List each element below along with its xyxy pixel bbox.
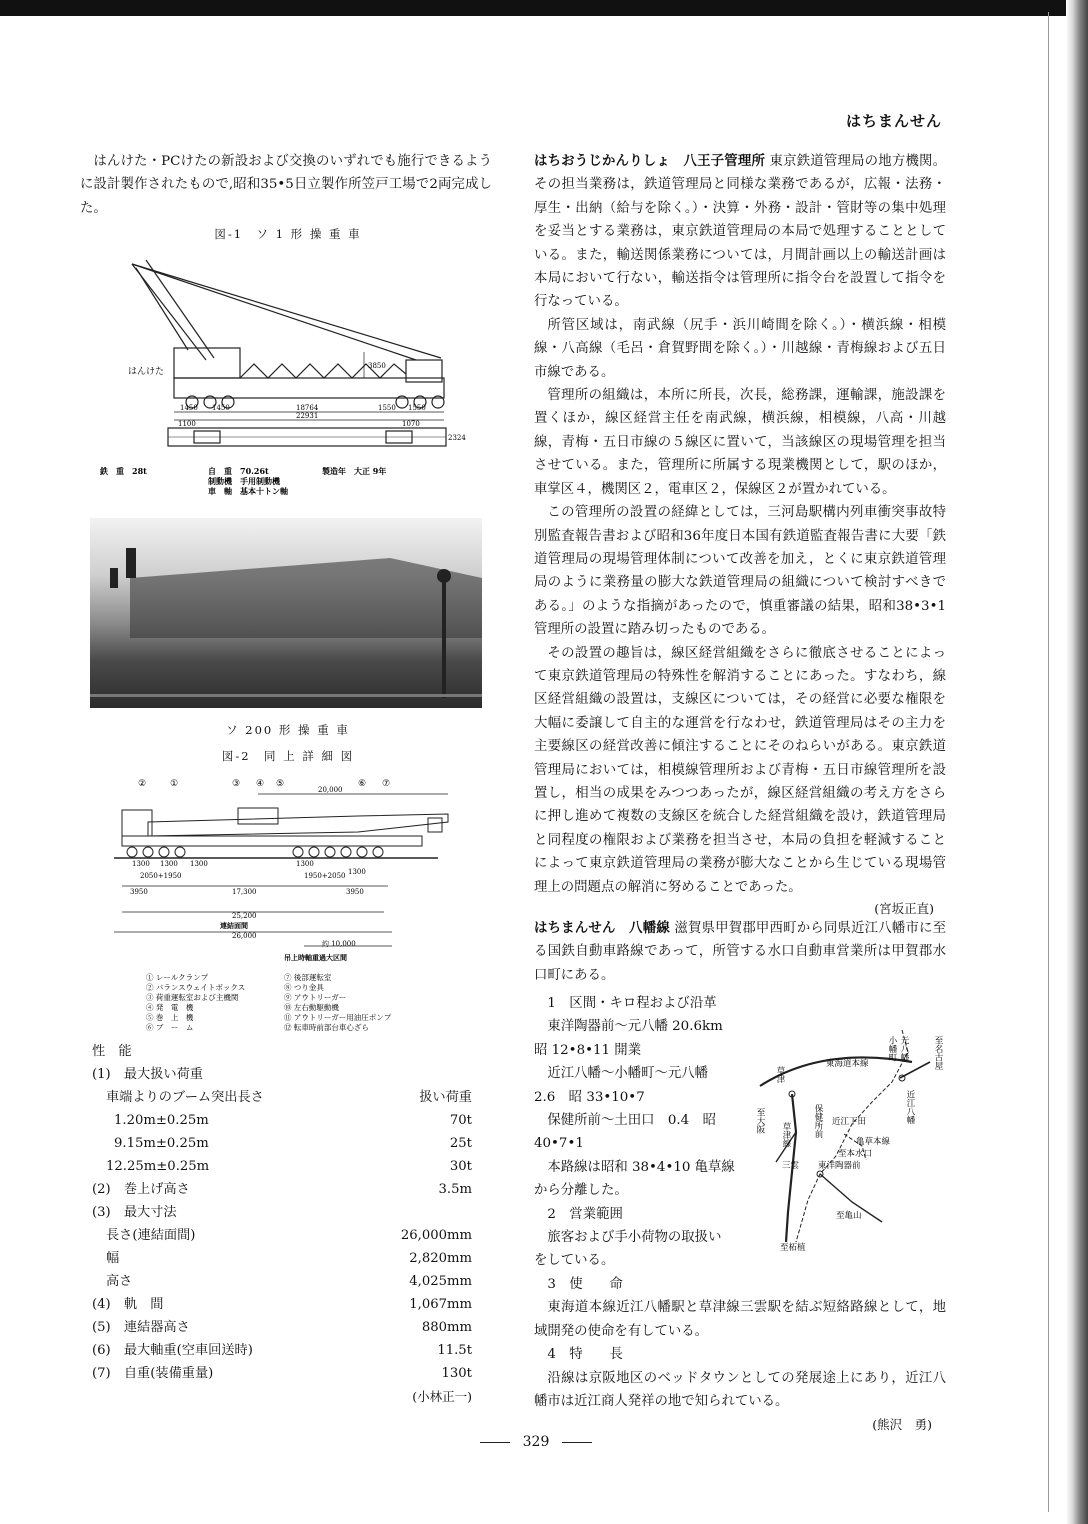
car-body	[122, 836, 422, 846]
legend-item: ① レールクランプ	[146, 973, 209, 982]
entry-hachioji-signature: (宮坂正直)	[874, 901, 934, 916]
label-hanketa: はんけた	[128, 367, 165, 377]
photo-crane-silhouette	[130, 558, 482, 638]
figure-2-detail-drawing	[108, 770, 468, 1040]
wheel	[159, 847, 169, 857]
operator-room	[238, 808, 278, 824]
dim-25200: 25,200	[232, 912, 257, 920]
dim-17300: 17,300	[232, 888, 257, 896]
marker-3: ③	[232, 779, 241, 789]
crane-cab	[174, 348, 240, 378]
entry-hachioji-p5: その設置の趣旨は，線区経営組織をさらに徹底させることによって東京鉄道管理局の特殊性を解消することにあった。すなわち，線区経営組織の設置は，支線区については，その経営に必要な権限を大幅に委譲して自主的な運営を行なわせ，鉄道管理局はその主力を主要線区の経営改善に傾注することにそのねらいがある。東京鉄道管理局においては，相模線管理所および青梅・五日市線管理所を設置し，相当の成果をみつつあったが，線区経営組織の考え方をさらに押し進めて複数の支線区を統合した経営組織を設け，鉄道管理局と同程度の権限および業務を担当させ，本局の負担を軽減することによって東京鉄道管理局の業務が膨大なことから生じている現場管理上の問題点の解消に努めることであった。	[534, 645, 946, 895]
binding-shadow	[1066, 0, 1088, 1524]
right-column	[534, 150, 946, 987]
spec-s7: (7) 自重(装備重量) 130t	[92, 1366, 472, 1381]
map-label-shi-tsuge: 至柘植	[780, 1243, 806, 1253]
entry-hachioji-p3: 管理所の組織は，本所に所長，次長，総務課，運輸課，施設課を置くほか，線区経営主任を南武線，横浜線，相模線，八高・川越線，青梅・五日市線の５線区に置いて，当該線区の現場管理を担当させている。また，管理所に所属する現業機関として，駅のほか，車掌区４，機関区２，電車区２，保線区２が置かれている。	[534, 388, 946, 497]
entry-hachioji-p2: 所管区域は，南武線（尻手・浜川崎間を除く。）・横浜線・相模線・八高線（毛呂・倉賀野間を除く。）・川越線・青梅線および五日市線である。	[534, 317, 946, 380]
page-number	[456, 1434, 616, 1450]
entry-hachiman	[534, 917, 946, 987]
photo-worker	[110, 568, 118, 588]
section-1-line: 東洋陶器前～元八幡 20.6km	[547, 1019, 723, 1035]
marker-1: ①	[170, 779, 179, 789]
dim-1550-b: 1550	[408, 404, 426, 412]
spec-signature: (小林正一)	[412, 1389, 472, 1404]
scan-top-border	[0, 0, 1088, 16]
label-crane: 吊上時軸重過大区間	[284, 953, 347, 962]
boom	[148, 814, 448, 836]
section-1-line: 本路線は昭和 38•4•10 亀草線	[547, 1159, 735, 1175]
photo-signal-head	[437, 569, 451, 583]
wheel	[127, 847, 137, 857]
legend-item: ⑧ つり金具	[284, 983, 324, 992]
section-1-line: 近江八幡～小幡町～元八幡	[547, 1066, 709, 1082]
spec-steel-weight: 鉄 重 28t	[100, 466, 147, 476]
photo-signal-post	[442, 578, 446, 698]
dim-mid-1: 2050+1950	[140, 872, 182, 880]
legend-item: ④ 発 電 機	[146, 1003, 194, 1012]
spec-dim-row: 高さ 4,025mm	[106, 1274, 472, 1289]
dim-26000: 26,000	[232, 932, 257, 940]
entry-hachioji-p4: この管理所の設置の経緯としては，三河島駅構内列車衝突事故特別監査報告書および昭和36年度日本国有鉄道監査報告書に大要「鉄道管理局の現場管理体制について改善を加え，とくに東京鉄道管理局のように業務量の膨大な鉄道管理局の組織について検討すべきである。」のような指摘があったので，慎重審議の結果，昭和38•3•1管理所の設置に踏み切ったものである。	[534, 505, 946, 638]
entry-hachioji-head: はちおうじかんりしょ 八王子管理所	[534, 153, 766, 169]
page-number-rule-right	[562, 1442, 592, 1443]
boom-cable	[132, 264, 416, 360]
section-3-heading: 3 使 命	[547, 1276, 623, 1292]
legend-item: ⑦ 後部運転室	[284, 973, 332, 982]
map-label-motohachiman: 元八幡	[899, 1036, 909, 1062]
spec-load-row: 9.15m±0.25m 25t	[114, 1136, 472, 1151]
crane-photo	[90, 518, 482, 708]
spec-self-weight: 自 重 70.26t	[208, 466, 269, 476]
dim-1450-a: 1450	[180, 404, 198, 412]
spec-s5: (5) 連結器高さ 880mm	[92, 1320, 472, 1335]
wheel	[341, 847, 351, 857]
map-label-omishimoda: 近江下田	[832, 1117, 867, 1127]
hachiman-section-1	[534, 992, 750, 1273]
section-2-line: をしている。	[534, 1253, 615, 1269]
spec-s2: (2) 巻上げ高さ 3.5m	[92, 1182, 472, 1197]
running-head: はちまんせん	[846, 112, 943, 130]
rear-cab	[406, 360, 442, 382]
legend-item: ⑥ ブ ー ム	[146, 1023, 194, 1032]
dim-1100: 1100	[178, 420, 196, 428]
photo-rail	[90, 694, 482, 697]
spec-year: 製造年 大正 9年	[322, 466, 387, 476]
section-4-text: 沿線は京阪地区のベッドタウンとしての発展途上にあり，近江八幡市は近江商人発祥の地で知られている。	[534, 1370, 946, 1409]
entry-hachioji	[534, 150, 946, 314]
map-label-shi-kameyama: 至亀山	[836, 1211, 862, 1221]
spec-load-row: 12.25m±0.25m 30t	[106, 1159, 472, 1174]
dim-18764: 18764	[296, 404, 319, 412]
map-label-kusatsusen: 草津線	[781, 1122, 791, 1148]
map-label-shi-osaka: 至大阪	[755, 1108, 765, 1134]
legend-item: ③ 荷重運転室および主機関	[146, 993, 239, 1002]
map-label-omihachiman: 近江八幡	[905, 1090, 915, 1124]
crane-intro-text: はんけた・PCけたの新設および交換のいずれでも施行できるように設計製作されたもので,昭和35•5日立製作所笠戸工場で2両完成した。	[80, 154, 492, 216]
marker-4: ④	[256, 779, 265, 789]
wheel	[325, 847, 335, 857]
boom-jib	[146, 260, 214, 358]
dim-axle-3: 1300	[190, 860, 208, 868]
legend-item: ② バランスウェイトボックス	[146, 983, 246, 992]
map-label-shi-nagoya: 至名古屋	[933, 1036, 943, 1070]
map-label-toyotoki: 東洋陶器前	[818, 1161, 861, 1171]
map-label-hokenjo: 保健所前	[813, 1104, 823, 1138]
car-frame	[174, 378, 444, 398]
legend-item: ⑨ アウトリーガー	[284, 993, 347, 1002]
dim-3950-b: 3950	[346, 888, 364, 896]
spec-s4: (4) 軌 間 1,067mm	[92, 1297, 472, 1312]
dim-1450-b: 1450	[212, 404, 230, 412]
legend-item: ⑪ アウトリーガー用油圧ポンプ	[284, 1013, 392, 1022]
figure-2-caption: 図-2 同 上 詳 細 図	[221, 749, 355, 763]
marker-2: ②	[138, 779, 147, 789]
wheel	[357, 847, 367, 857]
label-coupled: 連結面間	[220, 921, 248, 930]
figure-1-caption: 図-1 ソ 1 形 操 重 車	[214, 227, 362, 242]
figure-1-crane-drawing	[96, 240, 476, 510]
left-column	[80, 150, 496, 242]
boom-cable	[132, 264, 441, 358]
spec-dim-row: 幅 2,820mm	[106, 1251, 472, 1266]
marker-6: ⑥	[358, 779, 367, 789]
spec-s6: (6) 最大軸重(空車回送時) 11.5t	[92, 1343, 472, 1358]
dim-axle-5: 1300	[348, 868, 366, 876]
marker-7: ⑦	[382, 779, 391, 789]
dim-axle-2: 1300	[160, 860, 178, 868]
dim-mid-2: 1950+2050	[304, 872, 346, 880]
dim-20000: 20,000	[318, 786, 343, 794]
spec-header: 車端よりのブーム突出長さ 扱い荷重	[106, 1090, 472, 1105]
dim-1550-a: 1550	[378, 404, 396, 412]
dim-axle-4: 1300	[296, 860, 314, 868]
section-1-line: 保健所前～土田口 0.4 昭	[547, 1113, 716, 1129]
section-1-line: から分離した。	[534, 1183, 628, 1199]
spec-axle: 車 軸 基本十トン軸	[208, 486, 288, 496]
section-4-heading: 4 特 長	[547, 1347, 623, 1363]
entry-hachiman-head: はちまんせん 八幡線	[534, 920, 670, 936]
legend-item: ⑩ 左右動駆動機	[284, 1003, 339, 1012]
dim-3950-a: 3950	[130, 888, 148, 896]
entry-hachiman-signature: (熊沢 勇)	[872, 1417, 932, 1433]
section-1-heading: 1 区間・キロ程および沿革	[547, 996, 717, 1011]
photo-caption: ソ 200 形 操 重 車	[226, 723, 350, 737]
spec-load-row: 1.20m±0.25m 70t	[114, 1113, 472, 1128]
dim-2324: 2324	[448, 434, 466, 442]
map-label-shi-minakuchi: 至本水口	[838, 1149, 873, 1159]
map-label-tokaido: 東海道本線	[826, 1059, 869, 1069]
map-label-mikumo: 三雲	[782, 1161, 800, 1171]
page-number-value: 329	[522, 1434, 550, 1450]
wheel	[309, 847, 319, 857]
spec-title: 性 能	[92, 1044, 132, 1059]
page-edge-line	[1048, 12, 1049, 1512]
section-1-line: 昭 12•8•11 開業	[534, 1042, 642, 1058]
page-number-rule-left	[480, 1442, 510, 1443]
route-map	[752, 1022, 952, 1254]
wheel	[373, 847, 383, 857]
wheel	[143, 847, 153, 857]
wheel	[293, 847, 303, 857]
map-label-kohatacho: 小幡町	[887, 1036, 897, 1062]
section-2-heading: 2 営業範囲	[547, 1206, 623, 1222]
dim-3850: 3850	[368, 362, 386, 370]
dim-axle-1: 1300	[132, 860, 150, 868]
section-3-text: 東海道本線近江八幡駅と草津線三雲駅を結ぶ短絡路線として，地域開発の使命を有している。	[534, 1300, 946, 1339]
spec-table	[92, 1040, 472, 1410]
dim-crane: 約 10,000	[322, 940, 356, 948]
section-1-line: 2.6 昭 33•10•7	[534, 1089, 645, 1105]
legend-item: ⑤ 巻 上 機	[146, 1013, 194, 1022]
boom-tip	[428, 818, 442, 832]
photo-worker	[126, 548, 136, 578]
wheel	[175, 847, 185, 857]
legend-item: ⑫ 転車時前部台車心ざら	[284, 1023, 369, 1032]
spec-dim-row: 長さ(連結面間) 26,000mm	[106, 1228, 472, 1243]
section-1-line: 40•7•1	[534, 1136, 584, 1152]
entry-hachioji-p1: 東京鉄道管理局の地方機関。その担当業務は，鉄道管理局と同様な業務であるが，広報・法務・厚生・出納（給与を除く。）・決算・外務・設計・管財等の集中処理を妥当とする業務は，東京鉄道管理局の本局で処理することとしている。また，輸送関係業務については，月間計画以上の輸送計画は本局において行ない，輸送指令は管理所に指令台を設置して指令を行なっている。	[534, 154, 947, 310]
dim-1070: 1070	[402, 420, 420, 428]
spec-s3: (3) 最大寸法	[92, 1205, 177, 1220]
map-label-kamekusa: 亀草本線	[856, 1137, 891, 1147]
spec-brake: 制動機 手用制動機	[208, 476, 280, 486]
spec-s1: (1) 最大扱い荷重	[92, 1067, 203, 1082]
dim-22931: 22931	[296, 412, 319, 420]
section-2-line: 旅客および手小荷物の取扱い	[547, 1230, 722, 1246]
map-label-kusatsu: 草津	[775, 1066, 785, 1083]
marker-5: ⑤	[276, 779, 285, 789]
entry-hachiman-intro: 滋賀県甲賀郡甲西町から同県近江八幡市に至る国鉄自動車路線であって，所管する水口自動車営業所は甲賀郡水口町にある。	[534, 921, 947, 983]
station-omihachiman	[899, 1075, 905, 1081]
